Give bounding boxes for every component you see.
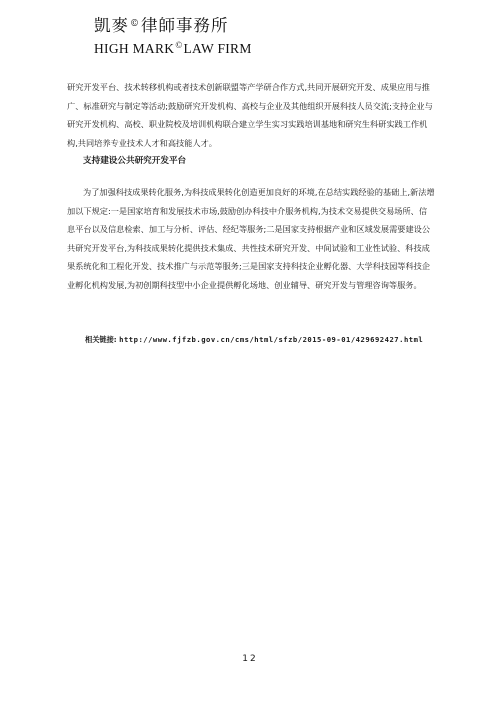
logo-english-name [94,37,264,57]
logo-cn-part1: 凱麥 [94,16,129,35]
related-link-url[interactable]: http://www.fjfzb.gov.cn/cms/html/sfzb/2015-09-01/429692427.html [119,335,424,344]
logo-mark-icon: © [130,19,140,29]
paragraph-2: 为了加强科技成果转化服务,为科技成果转化创造更加良好的环境,在总结实践经验的基础上,新法增加以下规定:一是国家培育和发展技术市场,鼓励创办科技中介服务机构,为技术交易提供交易场所、信息平台以及信息检索、加工与分析、评估、经纪等服务;二是国家支持根据产业和区域发展需要建设公共研究开发平台,为科技成果转化提供技术集成、共性技术研究开发、中间试验和工业性试验、科技成果系统化和工程化开发、技术推广与示范等服务;三是国家支持科技企业孵化器、大学科技园等科技企业孵化机构发展,为初创期科技型中小企业提供孵化场地、创业辅导、研究开发与管理咨询等服务。 [67,187,435,290]
logo-en-part1: HIGH MARK [94,41,175,56]
paragraph-1: 研究开发平台、技术转移机构或者技术创新联盟等产学研合作方式,共同开展研究开发、成果应用与推广、标准研究与制定等活动;鼓励研究开发机构、高校与企业及其他组织开展科技人员交流;支持企业与研究开发机构、高校、职业院校及培训机构联合建立学生实习实践培训基地和研究生科研实践工作机构,共同培养专业技术人才和高技能人才。 [67,82,433,148]
logo-chinese-name [94,14,264,36]
law-firm-logo [94,14,264,57]
section-heading: 支持建设公共研究开发平台 [83,156,187,166]
related-link [85,335,423,345]
logo-mark-icon-2: © [175,40,183,50]
logo-cn-part2: 律師事務所 [141,16,229,35]
page-number: 12 [242,654,258,664]
logo-en-part2: LAW FIRM [183,41,252,56]
related-link-label: 相关链接: [85,335,117,344]
